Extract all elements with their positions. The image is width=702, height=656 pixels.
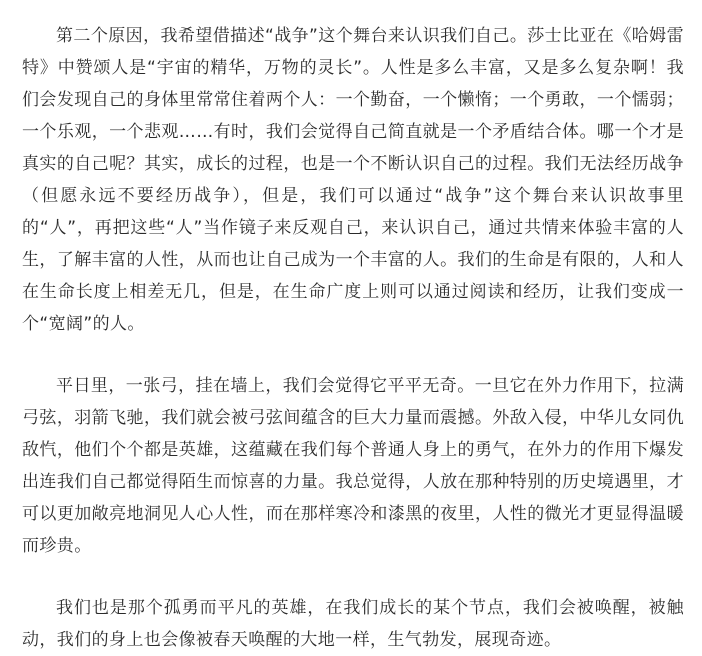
paragraph-ordinary-hero: 我们也是那个孤勇而平凡的英雄，在我们成长的某个节点，我们会被唤醒，被触动，我们的身上也会像被春天唤醒的大地一样，生气勃发，展现奇迹。 [22,598,684,650]
article-body [22,20,684,656]
paragraph-bow-metaphor: 平日里，一张弓，挂在墙上，我们会觉得它平平无奇。一旦它在外力作用下，拉满弓弦，羽箭飞驰，我们就会被弓弦间蕴含的巨大力量而震撼。外敌入侵，中华儿女同仇敌忾，他们个个都是英雄，这蕴藏在我们每个普通人身上的勇气，在外力的作用下爆发出连我们自己都觉得陌生而惊喜的力量。我总觉得，人放在那种特别的历史境遇里，才可以更加敞亮地洞见人心人性，而在那样寒冷和漆黑的夜里，人性的微光才更显得温暖而珍贵。 [22,376,684,556]
paragraph-spacer [22,562,684,592]
paragraph-spacer [22,340,684,370]
paragraph-war-stage: 第二个原因，我希望借描述“战争”这个舞台来认识我们自己。莎士比亚在《哈姆雷特》中赞颂人是“宇宙的精华，万物的灵长”。人性是多么丰富，又是多么复杂啊！我们会发现自己的身体里常常住着两个人：一个勤奋，一个懒惰；一个勇敢，一个懦弱；一个乐观，一个悲观……有时，我们会觉得自己简直就是一个矛盾结合体。哪一个才是真实的自己呢？其实，成长的过程，也是一个不断认识自己的过程。我们无法经历战争（但愿永远不要经历战争），但是，我们可以通过“战争”这个舞台来认识故事里的“人”，再把这些“人”当作镜子来反观自己，来认识自己，通过共情来体验丰富的人生，了解丰富的人性，从而也让自己成为一个丰富的人。我们的生命是有限的，人和人在生命长度上相差无几，但是，在生命广度上则可以通过阅读和经历，让我们变成一个“宽阔”的人。 [22,26,684,334]
